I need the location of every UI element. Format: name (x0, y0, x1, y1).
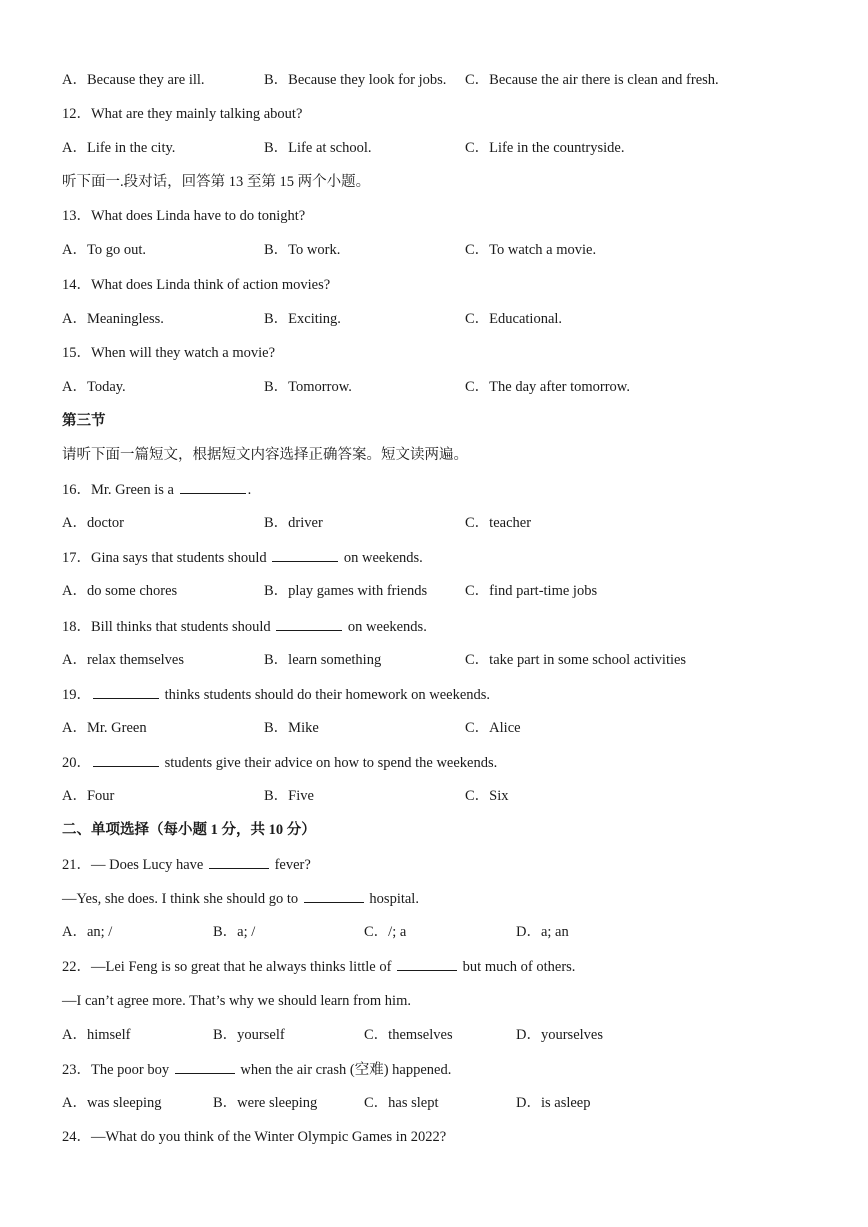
question-24: 24．—What do you think of the Winter Olympic Games in 2022? (62, 1128, 447, 1145)
q12-options (62, 136, 822, 170)
question-21-reply (62, 886, 822, 920)
q15-options (62, 375, 822, 409)
question-text: fever? (270, 857, 311, 874)
option-b: B．driver (264, 515, 323, 532)
option-d: D．is asleep (516, 1094, 591, 1111)
option-a: A．was sleeping (62, 1094, 162, 1111)
option-a: A．Life in the city. (62, 140, 176, 157)
option-a: A．To go out. (62, 242, 146, 259)
answer-blank (175, 1057, 235, 1074)
answer-blank (304, 886, 364, 903)
question-text: 20． (62, 754, 91, 771)
section-3-title: 第三节 (62, 412, 106, 429)
option-d: D．yourselves (516, 1026, 603, 1043)
question-18 (62, 614, 822, 648)
q22-options (62, 1023, 822, 1057)
q11-options (62, 68, 822, 102)
option-c: C．has slept (364, 1094, 439, 1111)
answer-blank (93, 750, 159, 767)
question-16 (62, 477, 822, 511)
option-c: C．To watch a movie. (465, 242, 597, 259)
option-c: C．The day after tomorrow. (465, 378, 630, 395)
question-12: 12．What are they mainly talking about? (62, 106, 303, 123)
option-a: A．Meaningless. (62, 310, 164, 327)
q18-options (62, 648, 822, 682)
option-b: B．Tomorrow. (264, 378, 352, 395)
question-text: —Yes, she does. I think she should go to (62, 891, 302, 908)
option-b: B．To work. (264, 242, 341, 259)
part-2-title: 二、单项选择（每小题 1 分，共 10 分） (62, 822, 316, 839)
q19-options (62, 716, 822, 750)
question-text: 21．— Does Lucy have (62, 857, 207, 874)
question-text: hospital. (365, 891, 419, 908)
question-19 (62, 682, 822, 716)
option-c: C．take part in some school activities (465, 651, 687, 668)
answer-blank (93, 682, 159, 699)
option-b: B．play games with friends (264, 583, 428, 600)
question-21 (62, 852, 822, 886)
answer-blank (397, 954, 457, 971)
q21-options (62, 920, 822, 954)
option-b: B．Mike (264, 719, 319, 736)
section-3-instruction: 请听下面一篇短文，根据短文内容选择正确答案。短文读两遍。 (62, 447, 468, 464)
option-c: C．Six (465, 787, 509, 804)
option-a: A．Today. (62, 378, 126, 395)
option-c: C．find part-time jobs (465, 583, 598, 600)
question-14: 14．What does Linda think of action movies? (62, 276, 331, 293)
option-b: B．Exciting. (264, 310, 341, 327)
option-c: C．themselves (364, 1026, 453, 1043)
option-a: A．himself (62, 1026, 131, 1043)
option-b: B．Life at school. (264, 140, 372, 157)
question-22 (62, 954, 822, 988)
question-17 (62, 545, 822, 579)
option-a: A．Because they are ill. (62, 72, 205, 88)
answer-blank (209, 852, 269, 869)
q17-options (62, 579, 822, 613)
option-c: C．/; a (364, 924, 407, 941)
question-23 (62, 1057, 822, 1091)
question-13: 13．What does Linda have to do tonight? (62, 208, 306, 225)
question-text: on weekends. (340, 550, 423, 567)
answer-blank (272, 545, 338, 562)
question-text: on weekends. (344, 618, 427, 635)
question-text: but much of others. (459, 959, 576, 976)
question-text: 22．—Lei Feng is so great that he always thinks little of (62, 959, 396, 976)
question-text: 19． (62, 686, 91, 703)
question-15: 15．When will they watch a movie? (62, 344, 276, 361)
question-text: when the air crash (空难) happened. (236, 1061, 452, 1078)
exam-page (62, 68, 822, 1159)
option-d: D．a; an (516, 924, 569, 941)
instruction-13-15: 听下面一.段对话，回答第 13 至第 15 两个小题。 (62, 174, 371, 191)
option-a: A．Mr. Green (62, 719, 147, 736)
q23-options (62, 1091, 822, 1125)
option-a: A．an; / (62, 924, 113, 941)
option-b: B．Because they look for jobs. (264, 72, 447, 88)
option-a: A．do some chores (62, 583, 178, 600)
option-a: A．doctor (62, 515, 125, 532)
question-text: students give their advice on how to spend the weekends. (161, 754, 498, 771)
option-a: A．Four (62, 787, 115, 804)
q14-options (62, 307, 822, 341)
option-c: C．Alice (465, 719, 521, 736)
option-c: C．Educational. (465, 310, 563, 327)
option-b: B．Five (264, 787, 314, 804)
question-22-reply: —I can’t agree more. That’s why we should learn from him. (62, 992, 411, 1009)
option-b: B．were sleeping (213, 1094, 318, 1111)
option-c: C．teacher (465, 515, 532, 532)
question-text: thinks students should do their homework on weekends. (161, 686, 491, 703)
option-b: B．a; / (213, 924, 256, 941)
question-20 (62, 750, 822, 784)
option-a: A．relax themselves (62, 651, 185, 668)
q20-options (62, 784, 822, 818)
question-text: . (247, 482, 252, 499)
option-c: C．Because the air there is clean and fresh. (465, 72, 719, 88)
question-text: 17．Gina says that students should (62, 550, 271, 567)
answer-blank (180, 477, 246, 494)
q16-options (62, 511, 822, 545)
question-text: 23．The poor boy (62, 1061, 173, 1078)
question-text: 18．Bill thinks that students should (62, 618, 275, 635)
answer-blank (276, 614, 342, 631)
option-c: C．Life in the countryside. (465, 140, 625, 157)
option-b: B．yourself (213, 1026, 285, 1043)
q13-options (62, 238, 822, 272)
option-b: B．learn something (264, 651, 382, 668)
question-text: 16．Mr. Green is a (62, 482, 178, 499)
